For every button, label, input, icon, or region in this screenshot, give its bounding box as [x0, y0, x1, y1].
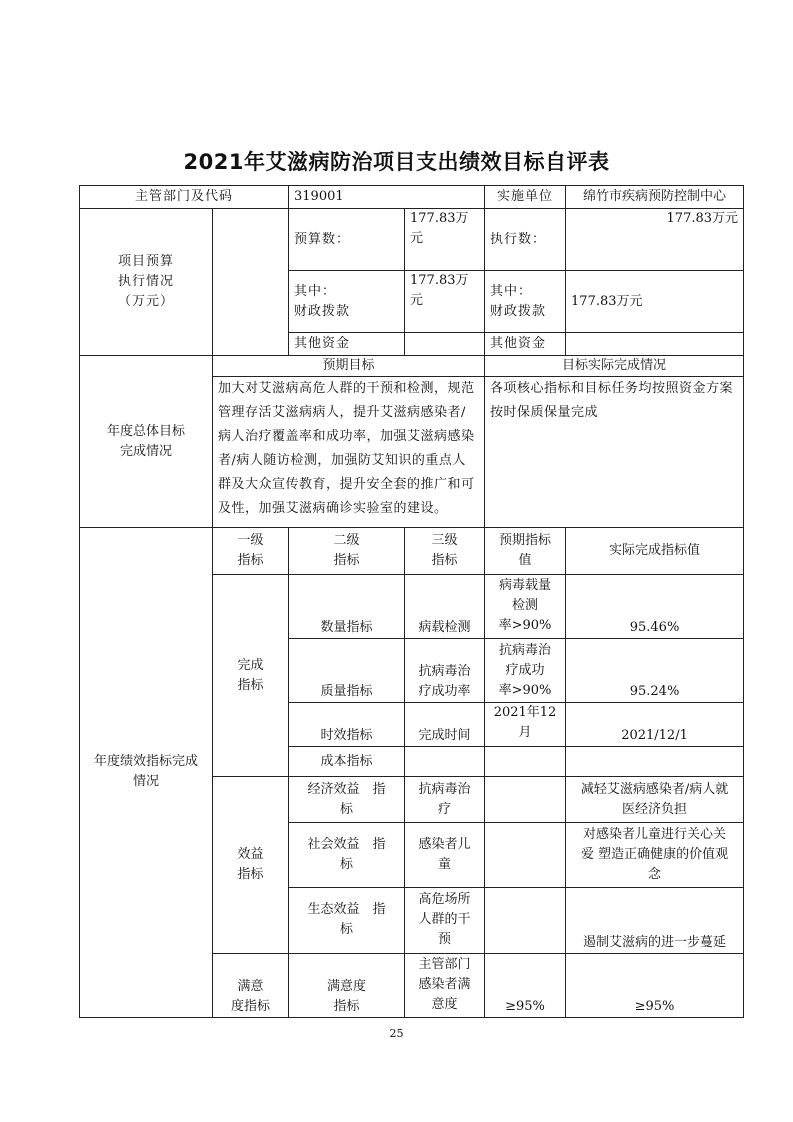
header-row	[80, 186, 744, 209]
other-funds-label: 其他资金	[289, 333, 405, 356]
budget-value: 177.83万元	[405, 209, 485, 271]
level2-cell: 社会效益 指 标	[289, 823, 405, 887]
level2-cell: 数量指标	[289, 574, 405, 638]
expected-value-cell	[485, 887, 566, 953]
annual-goal-label: 年度总体目标 完成情况	[80, 356, 213, 527]
expected-value-cell	[485, 747, 566, 777]
expected-goal-header: 预期目标	[213, 356, 485, 377]
expected-goal-text: 加大对艾滋病高危人群的干预和检测，规范管理存活艾滋病病人，提升艾滋病感染者/病人治疗覆盖率和成功率，加强艾滋病感染者/病人随访检测，加强防艾知识的重点人群及大众宣传教育，提升安全套的推广和可及性，加强艾滋病确诊实验室的建设。	[213, 377, 485, 527]
expected-value-cell: 抗病毒治 疗成功 率>90%	[485, 639, 566, 703]
actual-value-cell: 95.24%	[566, 639, 744, 703]
actual-value-cell: ≥95%	[566, 953, 744, 1017]
indicators-section-label: 年度绩效指标完成 情况	[80, 527, 213, 1017]
benefit-indicator-label: 效益 指标	[213, 777, 289, 953]
level1-header: 一级 指标	[213, 527, 289, 574]
unit-value: 绵竹市疾病预防控制中心	[566, 186, 744, 209]
dept-label: 主管部门及代码	[80, 186, 289, 209]
level2-cell: 经济效益 指 标	[289, 777, 405, 823]
level3-cell: 抗病毒治 疗	[405, 777, 485, 823]
actual-value-cell: 遏制艾滋病的进一步蔓延	[566, 887, 744, 953]
level2-cell: 质量指标	[289, 639, 405, 703]
fiscal-exec-value: 177.83万元	[566, 271, 744, 333]
level3-cell	[405, 747, 485, 777]
unit-label: 实施单位	[485, 186, 566, 209]
evaluation-table	[79, 185, 744, 1018]
actual-value-cell: 对感染者儿童进行关心关 爱 塑造正确健康的价值观 念	[566, 823, 744, 887]
level3-cell: 抗病毒治 疗成功率	[405, 639, 485, 703]
budget-section-label: 项目预算 执行情况 （万元）	[80, 209, 213, 356]
level3-header: 三级 指标	[405, 527, 485, 574]
budget-blank-cell	[213, 209, 289, 356]
budget-label: 预算数：	[289, 209, 405, 271]
expected-value-cell: 2021年12 月	[485, 703, 566, 747]
level3-cell: 病载检测	[405, 574, 485, 638]
fiscal-exec-label: 其中： 财政拨款	[485, 271, 566, 333]
expected-value-cell	[485, 823, 566, 887]
level2-header: 二级 指标	[289, 527, 405, 574]
annual-goal-header-row	[80, 356, 744, 377]
other-funds-value	[405, 333, 485, 356]
actual-value-cell: 减轻艾滋病感染者/病人就 医经济负担	[566, 777, 744, 823]
actual-value-header: 实际完成指标值	[566, 527, 744, 574]
other-funds-exec-label: 其他资金	[485, 333, 566, 356]
budget-row	[80, 209, 744, 271]
exec-label: 执行数：	[485, 209, 566, 271]
expected-value-header: 预期指标 值	[485, 527, 566, 574]
actual-value-cell: 95.46%	[566, 574, 744, 638]
level3-cell: 感染者儿 童	[405, 823, 485, 887]
level2-cell: 时效指标	[289, 703, 405, 747]
actual-value-cell	[566, 747, 744, 777]
actual-goal-header: 目标实际完成情况	[485, 356, 744, 377]
level2-cell: 成本指标	[289, 747, 405, 777]
expected-value-cell	[485, 777, 566, 823]
dept-code: 319001	[289, 186, 485, 209]
other-funds-exec-value	[566, 333, 744, 356]
fiscal-value: 177.83万元	[405, 271, 485, 333]
page-title: 2021年艾滋病防治项目支出绩效目标自评表	[183, 150, 610, 174]
level2-cell: 生态效益 指 标	[289, 887, 405, 953]
satisfaction-indicator-label: 满意 度指标	[213, 953, 289, 1017]
level3-cell: 完成时间	[405, 703, 485, 747]
actual-value-cell: 2021/12/1	[566, 703, 744, 747]
expected-value-cell: 病毒载量 检测 率>90%	[485, 574, 566, 638]
exec-value: 177.83万元	[566, 209, 744, 271]
expected-value-cell: ≥95%	[485, 953, 566, 1017]
completion-indicator-label: 完成 指标	[213, 574, 289, 776]
level2-cell: 满意度 指标	[289, 953, 405, 1017]
indicator-header-row	[80, 527, 744, 574]
level3-cell: 主管部门 感染者满 意度	[405, 953, 485, 1017]
actual-goal-text: 各项核心指标和目标任务均按照资金方案按时保质保量完成	[485, 377, 744, 527]
level3-cell: 高危场所 人群的干 预	[405, 887, 485, 953]
fiscal-label: 其中： 财政拨款	[289, 271, 405, 333]
page-number: 25	[389, 1027, 404, 1040]
